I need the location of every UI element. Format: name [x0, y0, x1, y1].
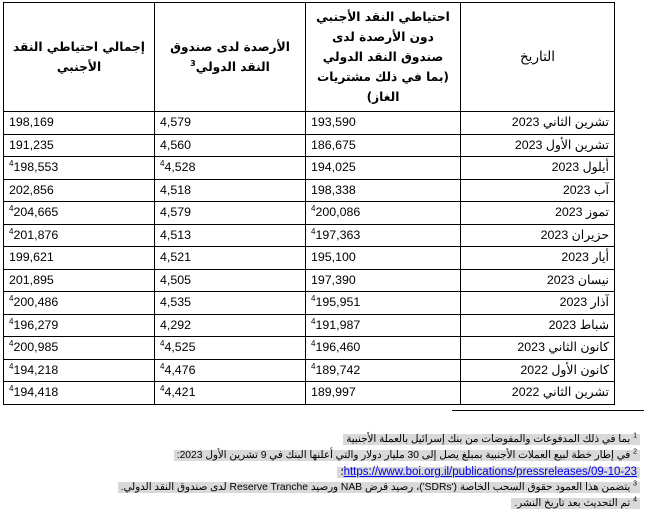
cell-total: [4, 134, 155, 157]
cell-reserves-value: 197,363: [315, 227, 361, 242]
header-reserves: احتياطي النقد الأجنبي دون الأرصدة لدى صندوق النقد الدولي (بما في ذلك مشتريات الغاز): [306, 3, 461, 112]
cell-reserves: [306, 269, 461, 292]
footnote: [40, 464, 640, 480]
cell-imf-value: 4,560: [160, 137, 192, 152]
cell-imf: [155, 292, 306, 315]
footnote-marker: 4: [9, 383, 14, 393]
table-header-row: [4, 3, 615, 112]
footnote-marker: 4: [311, 361, 316, 371]
cell-reserves: [306, 314, 461, 337]
cell-imf-value: 4,579: [160, 115, 192, 129]
table-row: [4, 382, 615, 405]
cell-total: [4, 359, 155, 382]
footnote-marker: 4: [311, 203, 316, 213]
cell-date: [461, 134, 615, 157]
cell-reserves-value: 194,025: [311, 160, 356, 174]
cell-total: [4, 202, 155, 225]
footnote-marker: 4: [160, 383, 165, 393]
cell-total: [4, 382, 155, 405]
cell-total: [4, 224, 155, 247]
header-imf-note: 3: [190, 58, 196, 68]
cell-date: [461, 202, 615, 225]
table-row: [4, 112, 615, 135]
footnotes: [40, 432, 640, 512]
cell-total: [4, 292, 155, 315]
cell-date: [461, 179, 615, 202]
cell-reserves: [306, 224, 461, 247]
cell-date-value: أيار 2023: [561, 250, 609, 264]
footnote-number: 2: [633, 448, 637, 456]
footnote-marker: 4: [311, 316, 316, 326]
cell-imf-value: 4,528: [164, 160, 196, 174]
footnote-trail: ؛: [340, 467, 344, 478]
footnote-marker: 4: [9, 226, 14, 236]
cell-imf: [155, 157, 306, 180]
cell-total-value: 194,418: [13, 385, 59, 399]
cell-date: [461, 247, 615, 270]
reserves-table: [3, 2, 615, 405]
table-row: [4, 314, 615, 337]
footnote-marker: 4: [9, 316, 14, 326]
cell-reserves-value: 195,951: [315, 295, 361, 309]
footnote-marker: 4: [160, 361, 165, 371]
footnote: [40, 448, 640, 464]
cell-reserves-value: 198,338: [311, 182, 356, 197]
footnote-marker: 4: [311, 338, 316, 348]
cell-reserves: [306, 247, 461, 270]
footnote-marker: 4: [9, 338, 14, 348]
cell-date-value: شباط 2023: [548, 317, 609, 332]
cell-total-value: 198,553: [13, 160, 59, 174]
cell-imf: [155, 202, 306, 225]
cell-imf: [155, 337, 306, 360]
cell-reserves: [306, 112, 461, 135]
table-row: [4, 247, 615, 270]
cell-total-value: 204,665: [13, 205, 59, 219]
footnote: [40, 432, 640, 448]
cell-total: [4, 112, 155, 135]
cell-date: [461, 157, 615, 180]
cell-date: [461, 224, 615, 247]
cell-date-value: آذار 2023: [559, 295, 609, 309]
cell-reserves: [306, 292, 461, 315]
footnote: [40, 480, 640, 496]
cell-imf: [155, 112, 306, 135]
cell-total-value: 201,895: [9, 272, 54, 287]
table-row: [4, 292, 615, 315]
cell-date-value: تموز 2023: [554, 205, 609, 219]
table-row: [4, 269, 615, 292]
cell-reserves: [306, 157, 461, 180]
footnote-text: تم التحديث بعد تاريخ النشر.: [514, 498, 631, 509]
cell-date-value: نيسان 2023: [546, 272, 609, 287]
footnote-marker: 4: [9, 158, 14, 168]
cell-date-value: كانون الثاني 2023: [517, 340, 609, 354]
cell-reserves-value: 186,675: [311, 137, 356, 152]
cell-total-value: 194,218: [13, 362, 59, 377]
header-imf-balances-label: الأرصدة لدى صندوق النقد الدولي: [170, 40, 290, 74]
cell-imf-value: 4,518: [160, 182, 192, 197]
cell-reserves-value: 195,100: [311, 250, 356, 264]
cell-imf-value: 4,525: [164, 340, 196, 354]
footnote-body: [337, 467, 640, 478]
footnote-body: [343, 434, 640, 445]
cell-reserves: [306, 337, 461, 360]
cell-date: [461, 292, 615, 315]
cell-total-value: 200,985: [13, 340, 59, 354]
cell-imf-value: 4,421: [164, 385, 196, 399]
table-row: [4, 359, 615, 382]
table-body: [4, 112, 615, 405]
table-row: [4, 157, 615, 180]
cell-imf-value: 4,292: [160, 317, 192, 332]
cell-total-value: 201,876: [13, 227, 59, 242]
cell-imf: [155, 179, 306, 202]
cell-reserves: [306, 134, 461, 157]
cell-total-value: 196,279: [13, 317, 59, 332]
footnote-body: [118, 482, 640, 493]
footnote-marker: 4: [160, 338, 165, 348]
footnote-text: في إطار خطة لبيع العملات الأجنبية بمبلغ يصل إلى 30 مليار دولار والتي أعلنها البنك في 9 تشرين الأول 2023:: [176, 450, 631, 461]
cell-total: [4, 314, 155, 337]
footnote-marker: 4: [9, 203, 14, 213]
footnote-marker: 4: [160, 158, 165, 168]
cell-date-value: أيلول 2023: [551, 160, 609, 174]
cell-reserves: [306, 179, 461, 202]
cell-reserves-value: 189,742: [315, 362, 361, 377]
cell-imf-value: 4,476: [164, 362, 196, 377]
cell-imf: [155, 359, 306, 382]
cell-imf: [155, 134, 306, 157]
cell-date-value: تشرين الثاني 2022: [511, 385, 609, 399]
cell-imf: [155, 314, 306, 337]
cell-date: [461, 112, 615, 135]
footnote-body: [174, 450, 640, 461]
cell-reserves-value: 189,997: [311, 385, 356, 399]
footnote-number: 3: [633, 480, 637, 488]
header-total: إجمالي احتياطي النقد الأجنبي: [4, 3, 155, 112]
cell-reserves: [306, 382, 461, 405]
cell-date-value: تشرين الأول 2023: [514, 137, 609, 152]
table-row: [4, 337, 615, 360]
header-date: التاريخ: [461, 3, 615, 112]
cell-total: [4, 179, 155, 202]
footnote-body: [511, 498, 640, 509]
table-row: [4, 134, 615, 157]
cell-date: [461, 337, 615, 360]
cell-reserves: [306, 359, 461, 382]
cell-reserves-value: 196,460: [315, 340, 361, 354]
cell-date: [461, 314, 615, 337]
header-imf-balances: [155, 3, 306, 112]
cell-total-value: 199,621: [9, 250, 54, 264]
cell-date: [461, 382, 615, 405]
footnote-marker: 4: [9, 293, 14, 303]
footnote-text: بما في ذلك المدفوعات والمفوضات من بنك إسرائيل بالعملة الأجنبية: [346, 434, 631, 445]
footnote-separator: [452, 410, 644, 411]
cell-imf: [155, 382, 306, 405]
footnote-number: 4: [633, 496, 637, 504]
cell-imf-value: 4,521: [160, 250, 192, 264]
footnote-number: 1: [633, 432, 637, 440]
cell-imf-value: 4,579: [160, 205, 192, 219]
cell-total: [4, 337, 155, 360]
cell-imf-value: 4,505: [160, 272, 192, 287]
press-release-link[interactable]: https://www.boi.org.il/publications/pressreleases/09-10-23: [343, 466, 637, 478]
cell-date-value: حزيران 2023: [540, 227, 609, 242]
cell-reserves-value: 191,987: [315, 317, 361, 332]
cell-total: [4, 247, 155, 270]
cell-imf: [155, 269, 306, 292]
footnote-marker: 4: [311, 293, 316, 303]
footnote-marker: 4: [311, 226, 316, 236]
cell-total-value: 200,486: [13, 295, 59, 309]
footnote-marker: 4: [9, 361, 14, 371]
cell-imf: [155, 247, 306, 270]
cell-date-value: كانون الأول 2022: [520, 362, 609, 377]
cell-imf-value: 4,513: [160, 227, 192, 242]
cell-date: [461, 269, 615, 292]
table-row: [4, 224, 615, 247]
cell-date-value: تشرين الثاني 2023: [511, 115, 609, 129]
cell-imf: [155, 224, 306, 247]
cell-total-value: 191,235: [9, 137, 54, 152]
cell-total-value: 202,856: [9, 182, 54, 197]
table-row: [4, 202, 615, 225]
footnote-text: يتضمن هذا العمود حقوق السحب الخاصة ('SDRs')، رصيد قرض NAB ورصيد Reserve Tranche لدى صندوق النقد الدولي.: [120, 482, 631, 493]
cell-reserves-value: 193,590: [311, 115, 356, 129]
cell-reserves-value: 200,086: [315, 205, 361, 219]
table-row: [4, 179, 615, 202]
cell-total: [4, 269, 155, 292]
cell-date: [461, 359, 615, 382]
cell-total: [4, 157, 155, 180]
footnote: [40, 496, 640, 512]
cell-total-value: 198,169: [9, 115, 54, 129]
cell-reserves: [306, 202, 461, 225]
cell-imf-value: 4,535: [160, 295, 192, 309]
cell-reserves-value: 197,390: [311, 272, 356, 287]
cell-date-value: آب 2023: [562, 182, 609, 197]
